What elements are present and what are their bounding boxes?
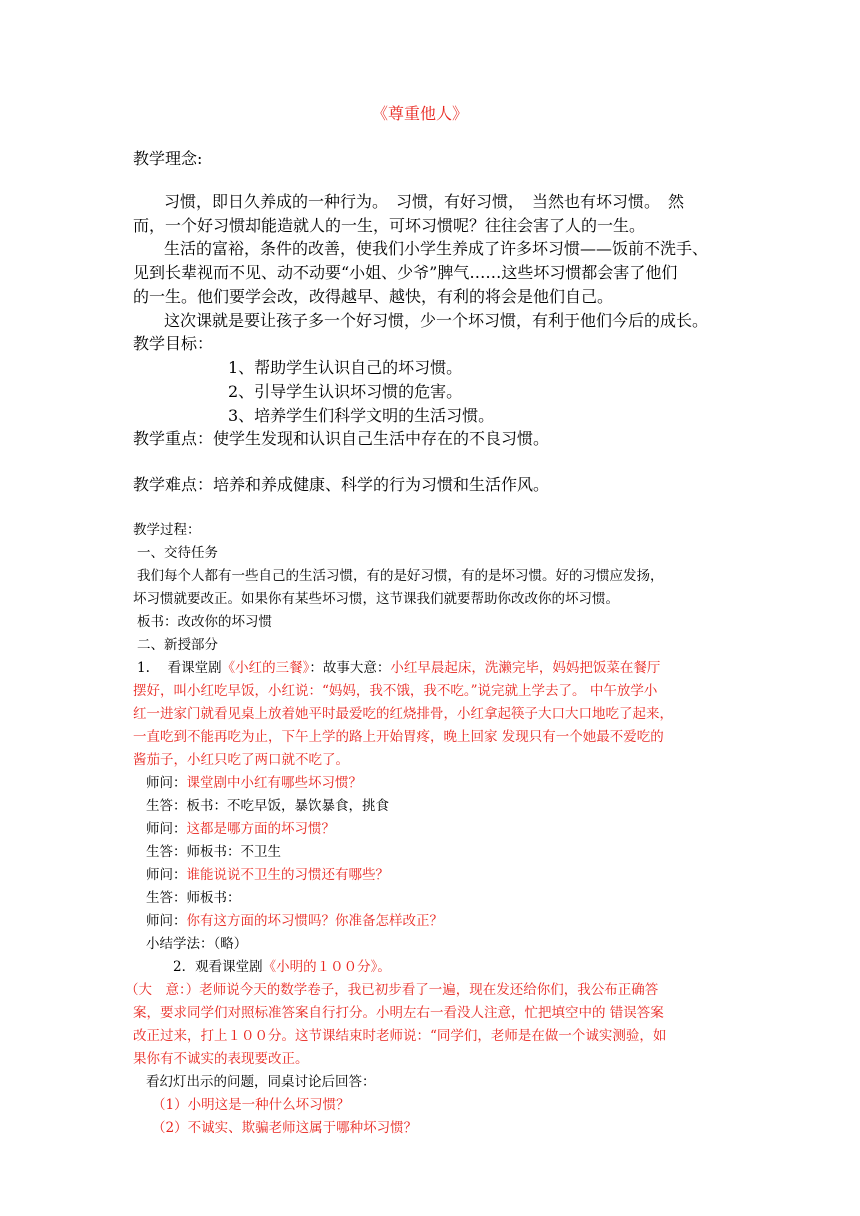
story-text-start: 小红早晨起床，洗濑完毕，妈妈把饭菜在餐厅 (390, 660, 661, 676)
item-1-line-1 (137, 657, 660, 679)
play-title: 《小红的三餐》 (221, 660, 310, 676)
story-2-line-1: （大 意：）老师说今天的数学卷子，我已初步看了一遍，现在发还给你们，我公布正确答 (125, 982, 659, 998)
document-title: 《尊重他人》 (372, 104, 469, 123)
story-line-3: 红一进家门就看见桌上放着她平时最爱吃的红烧排骨，小红拿起筷子大口大口地吃了起来， (133, 706, 673, 722)
qa-line (146, 887, 241, 909)
story-2-line-4: 果你有不诚实的表现要改正。 (133, 1051, 309, 1067)
question-2: （2）不诚实、欺骗老师这属于哪种坏习惯？ (152, 1120, 418, 1136)
section-1-line-2: 坏习惯就要改正。如果你有某些坏习惯，这节课我们就要帮助你改改你的坏习惯。 (133, 591, 619, 607)
story-2-line-2: 案，要求同学们对照标准答案自行打分。小明左右一看没人注意，忙把填空中的 错误答案 (133, 1005, 664, 1021)
qa-text: 师板书： (186, 890, 241, 906)
qa-label: 生答： (146, 844, 187, 860)
qa-text: 这都是哪方面的坏习惯？ (186, 821, 335, 837)
philosophy-paragraph-2-line-1: 生活的富裕，条件的改善，使我们小学生养成了许多坏习惯——饭前不洗手、 (164, 239, 709, 258)
goals-heading: 教学目标： (133, 334, 214, 353)
story-line-5: 酱茄子，小红只吃了两口就不吃了。 (133, 752, 349, 768)
goal-item: 2、引导学生认识坏习惯的危害。 (228, 382, 463, 401)
philosophy-heading: 教学理念: (133, 149, 203, 168)
goal-item: 1、帮助学生认识自己的坏习惯。 (228, 358, 463, 377)
qa-text: 板书：不吃早饭，暴饮暴食，挑食 (186, 798, 389, 814)
goal-item: 3、培养学生们科学文明的生活习惯。 (228, 406, 495, 425)
philosophy-paragraph-1-line-1: 习惯，即日久养成的一种行为。 习惯，有好习惯， 当然也有坏习惯。 然 (164, 192, 685, 211)
qa-text: 师板书：不卫生 (186, 844, 281, 860)
qa-line (146, 772, 362, 794)
qa-label: 师问： (146, 867, 187, 883)
slide-intro: 看幻灯出示的问题，同桌讨论后回答： (146, 1074, 376, 1090)
philosophy-paragraph-1-line-2: 而，一个好习惯却能造就人的一生，可坏习惯呢？往往会害了人的一生。 (133, 216, 646, 235)
story-line-4: 一直吃到不能再吃为止，下午上学的路上开始胃疼，晚上回家 发现只有一个她最不爱吃的 (133, 729, 664, 745)
play-title-2: 《小明的１００分》。 (262, 959, 391, 975)
qa-label: 师问： (146, 775, 187, 791)
qa-line (146, 818, 335, 840)
qa-line (146, 841, 281, 863)
story-line-2: 摆好，叫小红吃早饭，小红说：“妈妈，我不饿，我不吃。”说完就上学去了。 中午放学小 (133, 683, 658, 699)
qa-text: 谁能说说不卫生的习惯还有哪些？ (186, 867, 389, 883)
item-2-line (173, 956, 391, 978)
qa-label: 生答： (146, 890, 187, 906)
philosophy-paragraph-2-line-3: 的一生。他们要学会改，改得越早、越快，有利的将会是他们自己。 (133, 287, 614, 306)
story-2-line-3: 改正过来，打上１００分。这节课结束时老师说：“同学们，老师是在做一个诚实测验，如 (133, 1028, 667, 1044)
item-1-prefix: 1. 看课堂剧 (137, 660, 222, 676)
qa-line (146, 910, 443, 932)
key-point: 教学重点：使学生发现和认识自己生活中存在的不良习惯。 (133, 429, 550, 448)
item-2-prefix: 2．观看课堂剧 (173, 959, 263, 975)
qa-line (146, 795, 389, 817)
philosophy-paragraph-3: 这次课就是要让孩子多一个好习惯，少一个坏习惯，有利于他们今后的成长。 (164, 311, 709, 330)
qa-line (146, 864, 389, 886)
qa-label: 生答： (146, 798, 187, 814)
story-summary-label: ：故事大意： (309, 660, 391, 676)
philosophy-paragraph-2-line-2: 见到长辈视而不见、动不动要“小姐、少爷”脾气……这些坏习惯都会害了他们 (133, 263, 678, 282)
qa-text: 你有这方面的坏习惯吗？你准备怎样改正？ (186, 913, 443, 929)
question-1: （1）小明这是一种什么坏习惯？ (152, 1097, 350, 1113)
process-heading: 教学过程： (133, 522, 201, 538)
board-note: 板书：改改你的坏习惯 (137, 614, 272, 630)
qa-label: 师问： (146, 821, 187, 837)
section-1-heading: 一、交待任务 (137, 545, 218, 561)
section-1-line-1: 我们每个人都有一些自己的生活习惯，有的是好习惯，有的是坏习惯。好的习惯应发扬， (137, 568, 664, 584)
difficulty: 教学难点：培养和养成健康、科学的行为习惯和生活作风。 (133, 475, 550, 494)
section-2-heading: 二、新授部分 (137, 637, 218, 653)
qa-label: 师问： (146, 913, 187, 929)
summary-line: 小结学法：（略） (146, 936, 248, 952)
qa-text: 课堂剧中小红有哪些坏习惯？ (186, 775, 362, 791)
